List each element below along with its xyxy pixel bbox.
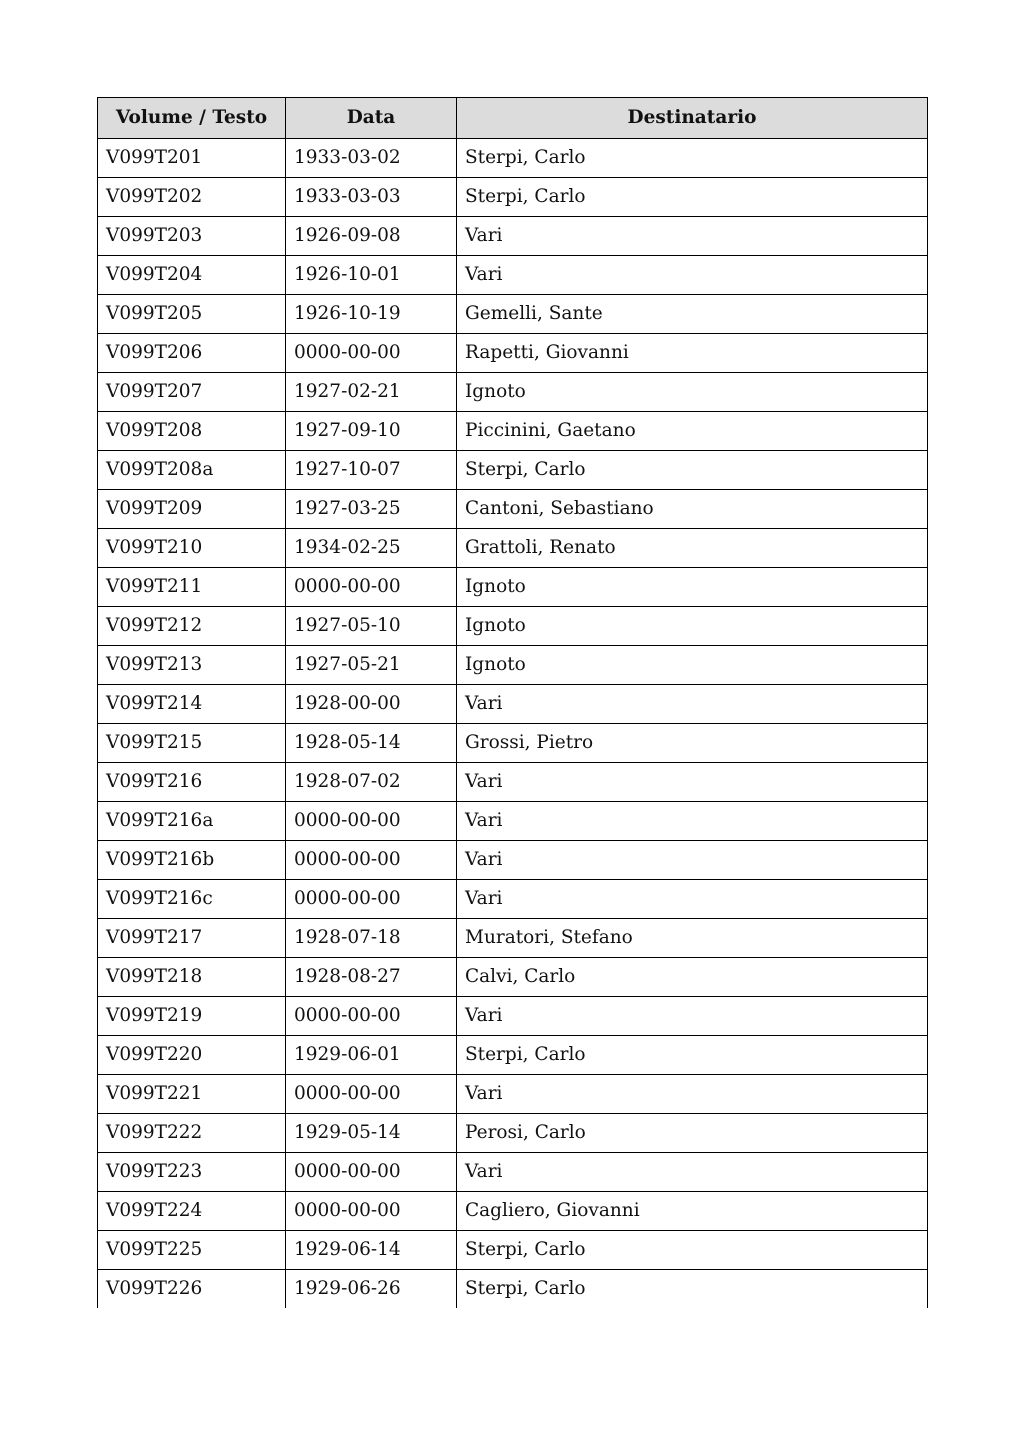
cell-destinatario: Ignoto — [457, 607, 928, 646]
cell-destinatario: Piccinini, Gaetano — [457, 412, 928, 451]
cell-destinatario: Vari — [457, 841, 928, 880]
cell-destinatario: Grattoli, Renato — [457, 529, 928, 568]
cell-volume-testo: V099T204 — [98, 256, 286, 295]
cell-volume-testo: V099T221 — [98, 1075, 286, 1114]
table-row — [98, 256, 928, 295]
table-row — [98, 802, 928, 841]
table-row — [98, 607, 928, 646]
cell-destinatario: Vari — [457, 1075, 928, 1114]
table-row — [98, 412, 928, 451]
cell-destinatario: Rapetti, Giovanni — [457, 334, 928, 373]
cell-volume-testo: V099T210 — [98, 529, 286, 568]
cell-volume-testo: V099T224 — [98, 1192, 286, 1231]
cell-data: 0000-00-00 — [286, 880, 457, 919]
cell-data: 1927-10-07 — [286, 451, 457, 490]
cell-volume-testo: V099T208 — [98, 412, 286, 451]
cell-data: 0000-00-00 — [286, 802, 457, 841]
table-row — [98, 217, 928, 256]
cell-volume-testo: V099T222 — [98, 1114, 286, 1153]
table-row — [98, 646, 928, 685]
cell-data: 0000-00-00 — [286, 1192, 457, 1231]
table-row — [98, 139, 928, 178]
table-row — [98, 919, 928, 958]
cell-data: 1926-10-01 — [286, 256, 457, 295]
cell-data: 0000-00-00 — [286, 841, 457, 880]
cell-destinatario: Cantoni, Sebastiano — [457, 490, 928, 529]
cell-volume-testo: V099T208a — [98, 451, 286, 490]
table-row — [98, 1153, 928, 1192]
table-row — [98, 1192, 928, 1231]
cell-data: 1927-03-25 — [286, 490, 457, 529]
table-header-row — [98, 98, 928, 139]
table-row — [98, 373, 928, 412]
table-row — [98, 1114, 928, 1153]
table-row — [98, 958, 928, 997]
cell-volume-testo: V099T216c — [98, 880, 286, 919]
table-row — [98, 490, 928, 529]
table-row — [98, 1036, 928, 1075]
cell-data: 1934-02-25 — [286, 529, 457, 568]
cell-destinatario: Vari — [457, 997, 928, 1036]
cell-volume-testo: V099T213 — [98, 646, 286, 685]
cell-volume-testo: V099T223 — [98, 1153, 286, 1192]
cell-volume-testo: V099T212 — [98, 607, 286, 646]
header-volume-testo: Volume / Testo — [98, 98, 286, 139]
cell-data: 1928-07-02 — [286, 763, 457, 802]
cell-volume-testo: V099T216 — [98, 763, 286, 802]
cell-destinatario: Sterpi, Carlo — [457, 139, 928, 178]
cell-volume-testo: V099T215 — [98, 724, 286, 763]
cell-volume-testo: V099T205 — [98, 295, 286, 334]
cell-volume-testo: V099T216b — [98, 841, 286, 880]
cell-destinatario: Ignoto — [457, 373, 928, 412]
cell-data: 0000-00-00 — [286, 568, 457, 607]
cell-destinatario: Ignoto — [457, 568, 928, 607]
cell-volume-testo: V099T217 — [98, 919, 286, 958]
cell-volume-testo: V099T201 — [98, 139, 286, 178]
cell-data: 1926-10-19 — [286, 295, 457, 334]
cell-volume-testo: V099T207 — [98, 373, 286, 412]
cell-data: 1926-09-08 — [286, 217, 457, 256]
cell-data: 1928-08-27 — [286, 958, 457, 997]
cell-volume-testo: V099T211 — [98, 568, 286, 607]
cell-volume-testo: V099T218 — [98, 958, 286, 997]
cell-data: 1928-00-00 — [286, 685, 457, 724]
cell-destinatario: Vari — [457, 217, 928, 256]
table-row — [98, 529, 928, 568]
cell-data: 1927-02-21 — [286, 373, 457, 412]
cell-destinatario: Sterpi, Carlo — [457, 1036, 928, 1075]
cell-data: 1928-07-18 — [286, 919, 457, 958]
cell-volume-testo: V099T216a — [98, 802, 286, 841]
cell-data: 1929-06-26 — [286, 1270, 457, 1309]
table-row — [98, 334, 928, 373]
letters-table — [97, 97, 928, 1308]
table-row — [98, 997, 928, 1036]
cell-data: 1929-05-14 — [286, 1114, 457, 1153]
table-row — [98, 1231, 928, 1270]
cell-volume-testo: V099T202 — [98, 178, 286, 217]
table-row — [98, 178, 928, 217]
table-row — [98, 1270, 928, 1309]
cell-volume-testo: V099T203 — [98, 217, 286, 256]
cell-destinatario: Sterpi, Carlo — [457, 1231, 928, 1270]
table-row — [98, 451, 928, 490]
cell-volume-testo: V099T219 — [98, 997, 286, 1036]
cell-data: 1933-03-03 — [286, 178, 457, 217]
table-row — [98, 763, 928, 802]
cell-destinatario: Sterpi, Carlo — [457, 1270, 928, 1309]
cell-data: 1927-09-10 — [286, 412, 457, 451]
cell-data: 1929-06-01 — [286, 1036, 457, 1075]
cell-destinatario: Vari — [457, 880, 928, 919]
cell-data: 0000-00-00 — [286, 997, 457, 1036]
header-data: Data — [286, 98, 457, 139]
table-row — [98, 1075, 928, 1114]
cell-volume-testo: V099T209 — [98, 490, 286, 529]
table-row — [98, 724, 928, 763]
cell-volume-testo: V099T226 — [98, 1270, 286, 1309]
cell-data: 1927-05-21 — [286, 646, 457, 685]
table-row — [98, 295, 928, 334]
cell-volume-testo: V099T225 — [98, 1231, 286, 1270]
cell-destinatario: Vari — [457, 763, 928, 802]
cell-destinatario: Vari — [457, 1153, 928, 1192]
cell-data: 0000-00-00 — [286, 334, 457, 373]
cell-destinatario: Cagliero, Giovanni — [457, 1192, 928, 1231]
cell-data: 0000-00-00 — [286, 1153, 457, 1192]
table-row — [98, 568, 928, 607]
cell-destinatario: Gemelli, Sante — [457, 295, 928, 334]
cell-destinatario: Grossi, Pietro — [457, 724, 928, 763]
cell-destinatario: Vari — [457, 256, 928, 295]
table-row — [98, 841, 928, 880]
table-row — [98, 685, 928, 724]
cell-destinatario: Calvi, Carlo — [457, 958, 928, 997]
cell-destinatario: Sterpi, Carlo — [457, 451, 928, 490]
cell-data: 1929-06-14 — [286, 1231, 457, 1270]
table-body — [98, 139, 928, 1309]
cell-destinatario: Vari — [457, 802, 928, 841]
cell-destinatario: Sterpi, Carlo — [457, 178, 928, 217]
cell-destinatario: Vari — [457, 685, 928, 724]
cell-data: 1927-05-10 — [286, 607, 457, 646]
table-row — [98, 880, 928, 919]
cell-volume-testo: V099T214 — [98, 685, 286, 724]
cell-destinatario: Perosi, Carlo — [457, 1114, 928, 1153]
header-destinatario: Destinatario — [457, 98, 928, 139]
cell-data: 1928-05-14 — [286, 724, 457, 763]
cell-data: 0000-00-00 — [286, 1075, 457, 1114]
cell-data: 1933-03-02 — [286, 139, 457, 178]
cell-volume-testo: V099T206 — [98, 334, 286, 373]
cell-destinatario: Muratori, Stefano — [457, 919, 928, 958]
cell-volume-testo: V099T220 — [98, 1036, 286, 1075]
cell-destinatario: Ignoto — [457, 646, 928, 685]
